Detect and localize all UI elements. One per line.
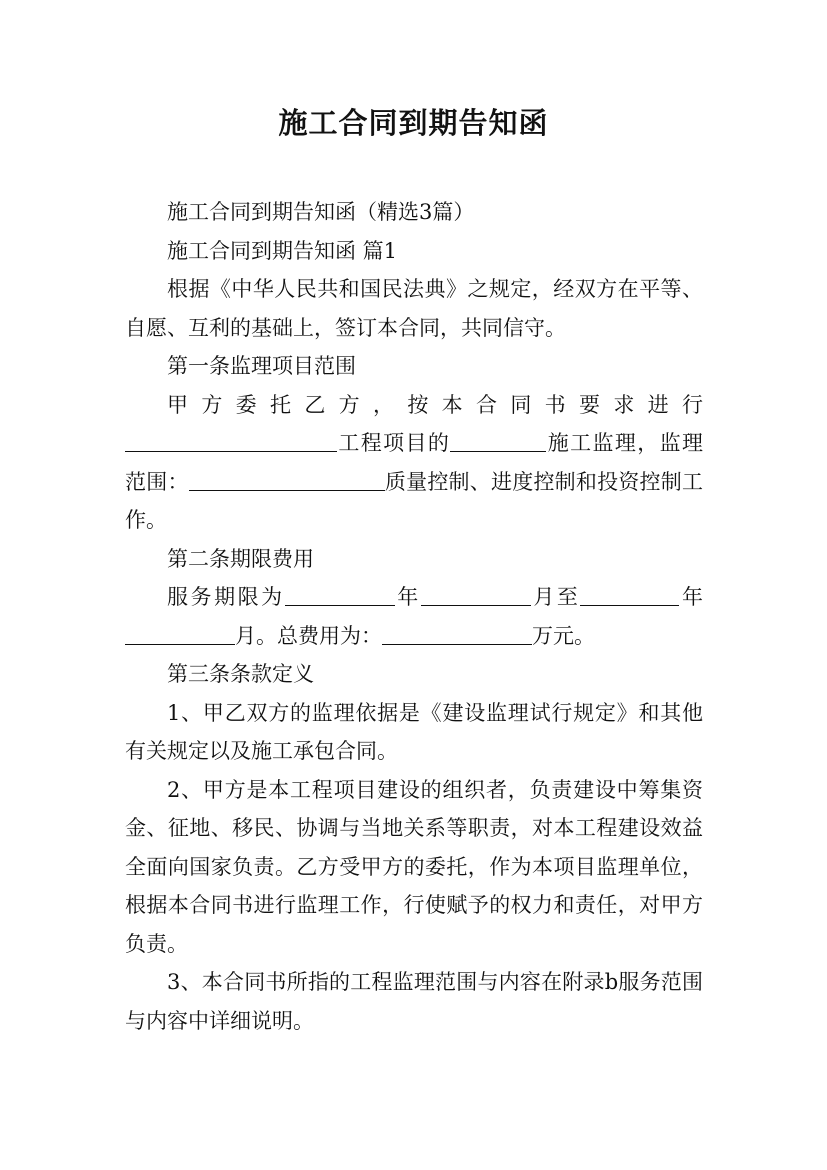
article-1-heading: 第一条监理项目范围 [167, 354, 356, 378]
article-1-line-1: 甲方委托乙方，按本合同书要求进行 [167, 392, 703, 417]
blank-start-year [285, 583, 395, 606]
article-2-month-1: 月至 [530, 585, 581, 609]
document-body [125, 193, 703, 1040]
article-3-heading: 第三条条款定义 [167, 662, 314, 686]
part-heading: 施工合同到期告知函 篇1 [167, 238, 398, 263]
document-title: 施工合同到期告知函 [278, 106, 549, 140]
article-2-year-2: 年 [679, 585, 704, 609]
article-2-text-c: 万元。 [532, 623, 595, 648]
article-2-year-1: 年 [394, 585, 421, 609]
article-1-text-b: 施工监理，监理范围： [125, 431, 704, 494]
blank-project-name [125, 429, 337, 452]
article-3-item-3: 3、本合同书所指的工程监理范围与内容在附录b服务范围与内容中详细说明。 [125, 970, 703, 1033]
article-3-item-2: 2、甲方是本工程项目建设的组织者，负责建设中筹集资金、征地、移民、协调与当地关系等职责，对本工程建设效益全面向国家负责。乙方受甲方的委托，作为本项目监理单位，根据本合同书进行监理工作，行使赋予的权力和责任，对甲方负责。 [125, 777, 703, 956]
blank-total-fee [382, 622, 532, 645]
blank-scope [189, 468, 385, 491]
article-1-paragraph [125, 424, 703, 540]
blank-project-type [450, 429, 546, 452]
article-2-text-b: 月。总费用为： [235, 623, 382, 648]
blank-end-month [125, 622, 235, 645]
article-2-text-a: 服务期限为 [167, 585, 285, 609]
article-1-text-c: 质量控制、进度控制和投资控制工作。 [125, 469, 704, 532]
article-1-text-a: 工程项目的 [337, 431, 451, 455]
article-2-heading: 第二条期限费用 [167, 546, 314, 571]
blank-start-month [421, 583, 531, 606]
subtitle: 施工合同到期告知函（精选3篇） [167, 200, 475, 224]
intro-paragraph: 根据《中华人民共和国民法典》之规定，经双方在平等、自愿、互利的基础上，签订本合同，共同信守。 [125, 277, 703, 340]
article-2-paragraph [125, 578, 703, 655]
article-3-item-1: 1、甲乙双方的监理依据是《建设监理试行规定》和其他有关规定以及施工承包合同。 [125, 700, 703, 763]
blank-end-year [580, 583, 679, 606]
